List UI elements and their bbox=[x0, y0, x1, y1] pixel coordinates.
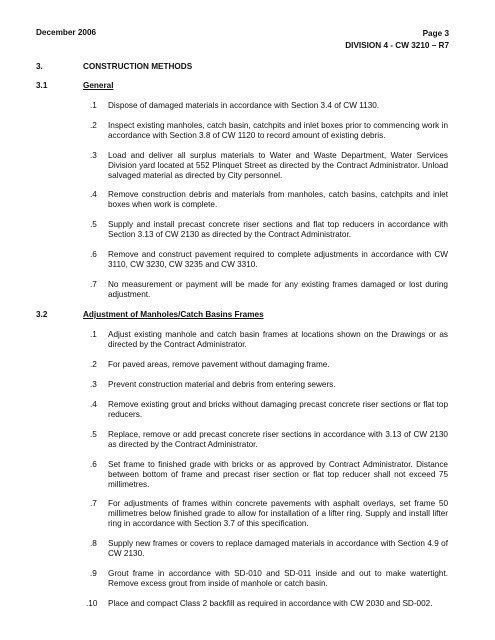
item-number: .4 bbox=[90, 400, 97, 409]
list-item: Remove existing grout and bricks without damaging precast concrete riser sections or flat top reducers. bbox=[108, 400, 448, 420]
item-number: .10 bbox=[86, 599, 98, 608]
list-item: Supply and install precast concrete riser sections and flat top reducers in accordance with Section 3.13 of CW 2130 as directed by the Contract Administrator. bbox=[108, 220, 448, 240]
section-number: 3. bbox=[36, 62, 43, 71]
item-number: .4 bbox=[90, 190, 97, 199]
header-right bbox=[345, 28, 449, 51]
subsection-3-1-number: 3.1 bbox=[36, 81, 48, 90]
list-item: Load and deliver all surplus materials to Water and Waste Department, Water Services Division yard located at 552 Plinquet Street as directed by the Contract Administrator. Unload salvaged material as directed by City personnel. bbox=[108, 151, 448, 181]
item-number: .5 bbox=[90, 430, 97, 439]
list-item: Supply new frames or covers to replace damaged materials in accordance with Section 4.9 of CW 2130. bbox=[108, 539, 448, 559]
item-number: .1 bbox=[90, 330, 97, 339]
item-number: .6 bbox=[90, 250, 97, 259]
item-number: .2 bbox=[90, 360, 97, 369]
item-number: .7 bbox=[90, 280, 97, 289]
header-division: DIVISION 4 - CW 3210 – R7 bbox=[345, 40, 449, 50]
list-item: Replace, remove or add precast concrete riser sections in accordance with 3.13 of CW 2130 as directed by the Contract Administrator. bbox=[108, 430, 448, 450]
item-number: .6 bbox=[90, 460, 97, 469]
list-item: Inspect existing manholes, catch basin, catchpits and inlet boxes prior to commencing work in accordance with Section 3.8 of CW 1120 to record amount of existing debris. bbox=[108, 121, 448, 141]
list-item: Remove and construct pavement required to complete adjustments in accordance with CW 3110, CW 3230, CW 3235 and CW 3310. bbox=[108, 250, 448, 270]
subsection-3-1-title: General bbox=[83, 81, 114, 90]
list-item: Grout frame in accordance with SD-010 and SD-011 inside and out to make watertight. Remove excess grout from inside of manhole or catch basin. bbox=[108, 569, 448, 589]
item-number: .7 bbox=[90, 499, 97, 508]
subsection-3-2-number: 3.2 bbox=[36, 310, 48, 319]
item-number: .2 bbox=[90, 121, 97, 130]
item-number: .8 bbox=[90, 539, 97, 548]
list-item: No measurement or payment will be made for any existing frames damaged or lost during adjustment. bbox=[108, 280, 448, 300]
item-number: .9 bbox=[90, 569, 97, 578]
item-number: .5 bbox=[90, 220, 97, 229]
list-item: Place and compact Class 2 backfill as required in accordance with CW 2030 and SD-002. bbox=[108, 599, 433, 608]
header-date: December 2006 bbox=[36, 28, 97, 37]
header-page: Page 3 bbox=[422, 29, 449, 38]
list-item: Remove construction debris and materials from manholes, catch basins, catchpits and inlet boxes when work is complete. bbox=[108, 190, 448, 210]
item-number: .3 bbox=[90, 380, 97, 389]
list-item: For paved areas, remove pavement without damaging frame. bbox=[108, 360, 330, 369]
list-item: Prevent construction material and debris from entering sewers. bbox=[108, 380, 336, 389]
item-number: .1 bbox=[90, 101, 97, 110]
subsection-3-2-title: Adjustment of Manholes/Catch Basins Frames bbox=[83, 310, 264, 319]
list-item: Dispose of damaged materials in accordance with Section 3.4 of CW 1130. bbox=[108, 101, 380, 110]
section-title: CONSTRUCTION METHODS bbox=[83, 62, 193, 71]
list-item: Adjust existing manhole and catch basin frames at locations shown on the Drawings or as directed by the Contract Administrator. bbox=[108, 330, 448, 350]
item-number: .3 bbox=[90, 151, 97, 160]
list-item: Set frame to finished grade with bricks or as approved by Contract Administrator. Distance between bottom of frame and precast riser section or flat top reducer shall not exceed 75 millimetres. bbox=[108, 460, 448, 490]
list-item: For adjustments of frames within concrete pavements with asphalt overlays, set frame 50 millimetres below finished grade to allow for installation of a lifter ring. Supply and install lifter ring in accordance with Section 3.7 of this specification. bbox=[108, 499, 448, 529]
